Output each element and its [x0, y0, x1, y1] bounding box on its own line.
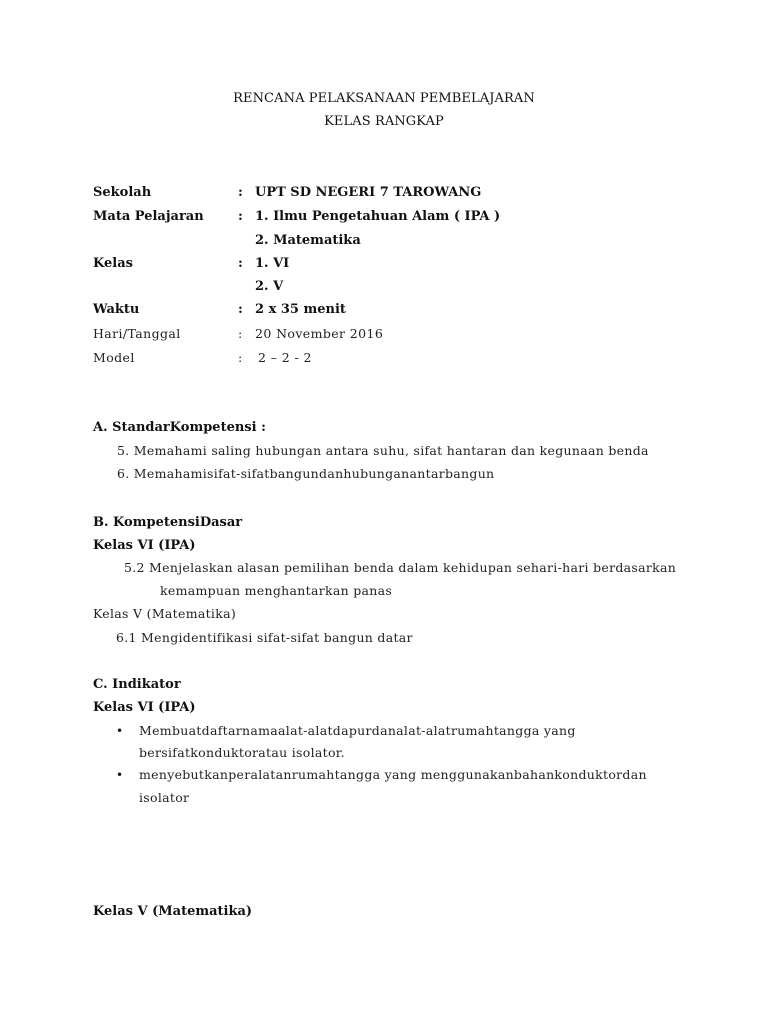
indikator-kelas-vi-heading: Kelas VI (IPA) — [93, 700, 196, 715]
waktu-label: Waktu — [93, 302, 140, 317]
model-colon: : — [238, 350, 243, 365]
bullet-icon: • — [116, 768, 124, 782]
indikator-1-line-2: bersifatkonduktoratau isolator. — [139, 745, 345, 760]
mapel-value-2: 2. Matematika — [255, 233, 361, 248]
indikator-kelas-v-heading: Kelas V (Matematika) — [93, 904, 253, 919]
kd-vi-line-1: 5.2 Menjelaskan alasan pemilihan benda dalam kehidupan sehari-hari berdasarkan — [124, 560, 677, 575]
standar-kompetensi-item-5: 5. Memahami saling hubungan antara suhu, sifat hantaran dan kegunaan benda — [117, 443, 649, 458]
kd-v-item: 6.1 Mengidentifikasi sifat-sifat bangun datar — [116, 630, 413, 645]
sekolah-colon: : — [238, 185, 243, 200]
kelas-colon: : — [238, 256, 243, 271]
indikator-1-line-1: Membuatdaftarnamaalat-alatdapurdanalat-alatrumahtangga yang — [139, 723, 576, 738]
model-value: 2 – 2 - 2 — [258, 350, 312, 365]
kd-kelas-vi-heading: Kelas VI (IPA) — [93, 538, 196, 553]
sekolah-value: UPT SD NEGERI 7 TAROWANG — [255, 185, 482, 200]
indikator-2-line-2: isolator — [139, 790, 190, 805]
document-subtitle: KELAS RANGKAP — [324, 114, 444, 129]
mapel-label: Mata Pelajaran — [93, 209, 204, 224]
standar-kompetensi-item-6: 6. Memahamisifat-sifatbangundanhubunganantarbangun — [117, 466, 495, 481]
kelas-label: Kelas — [93, 256, 133, 271]
kd-vi-line-2: kemampuan menghantarkan panas — [160, 583, 393, 598]
indikator-heading: C. Indikator — [93, 677, 181, 692]
hari-colon: : — [238, 326, 243, 341]
model-label: Model — [93, 350, 135, 365]
mapel-value-1: 1. Ilmu Pengetahuan Alam ( IPA ) — [255, 209, 501, 224]
kd-kelas-v-heading: Kelas V (Matematika) — [93, 606, 237, 621]
sekolah-label: Sekolah — [93, 185, 152, 200]
kelas-value-1: 1. VI — [255, 256, 290, 271]
indikator-2-line-1: menyebutkanperalatanrumahtangga yang menggunakanbahankonduktordan — [139, 767, 647, 782]
mapel-colon: : — [238, 209, 243, 224]
document-title: RENCANA PELAKSANAAN PEMBELAJARAN — [233, 91, 535, 106]
bullet-icon: • — [116, 724, 124, 738]
waktu-value: 2 x 35 menit — [255, 302, 346, 317]
standar-kompetensi-heading: A. StandarKompetensi : — [93, 420, 266, 435]
hari-value: 20 November 2016 — [255, 326, 384, 341]
kompetensi-dasar-heading: B. KompetensiDasar — [93, 515, 243, 530]
hari-label: Hari/Tanggal — [93, 326, 181, 341]
waktu-colon: : — [238, 302, 243, 317]
kelas-value-2: 2. V — [255, 279, 284, 294]
